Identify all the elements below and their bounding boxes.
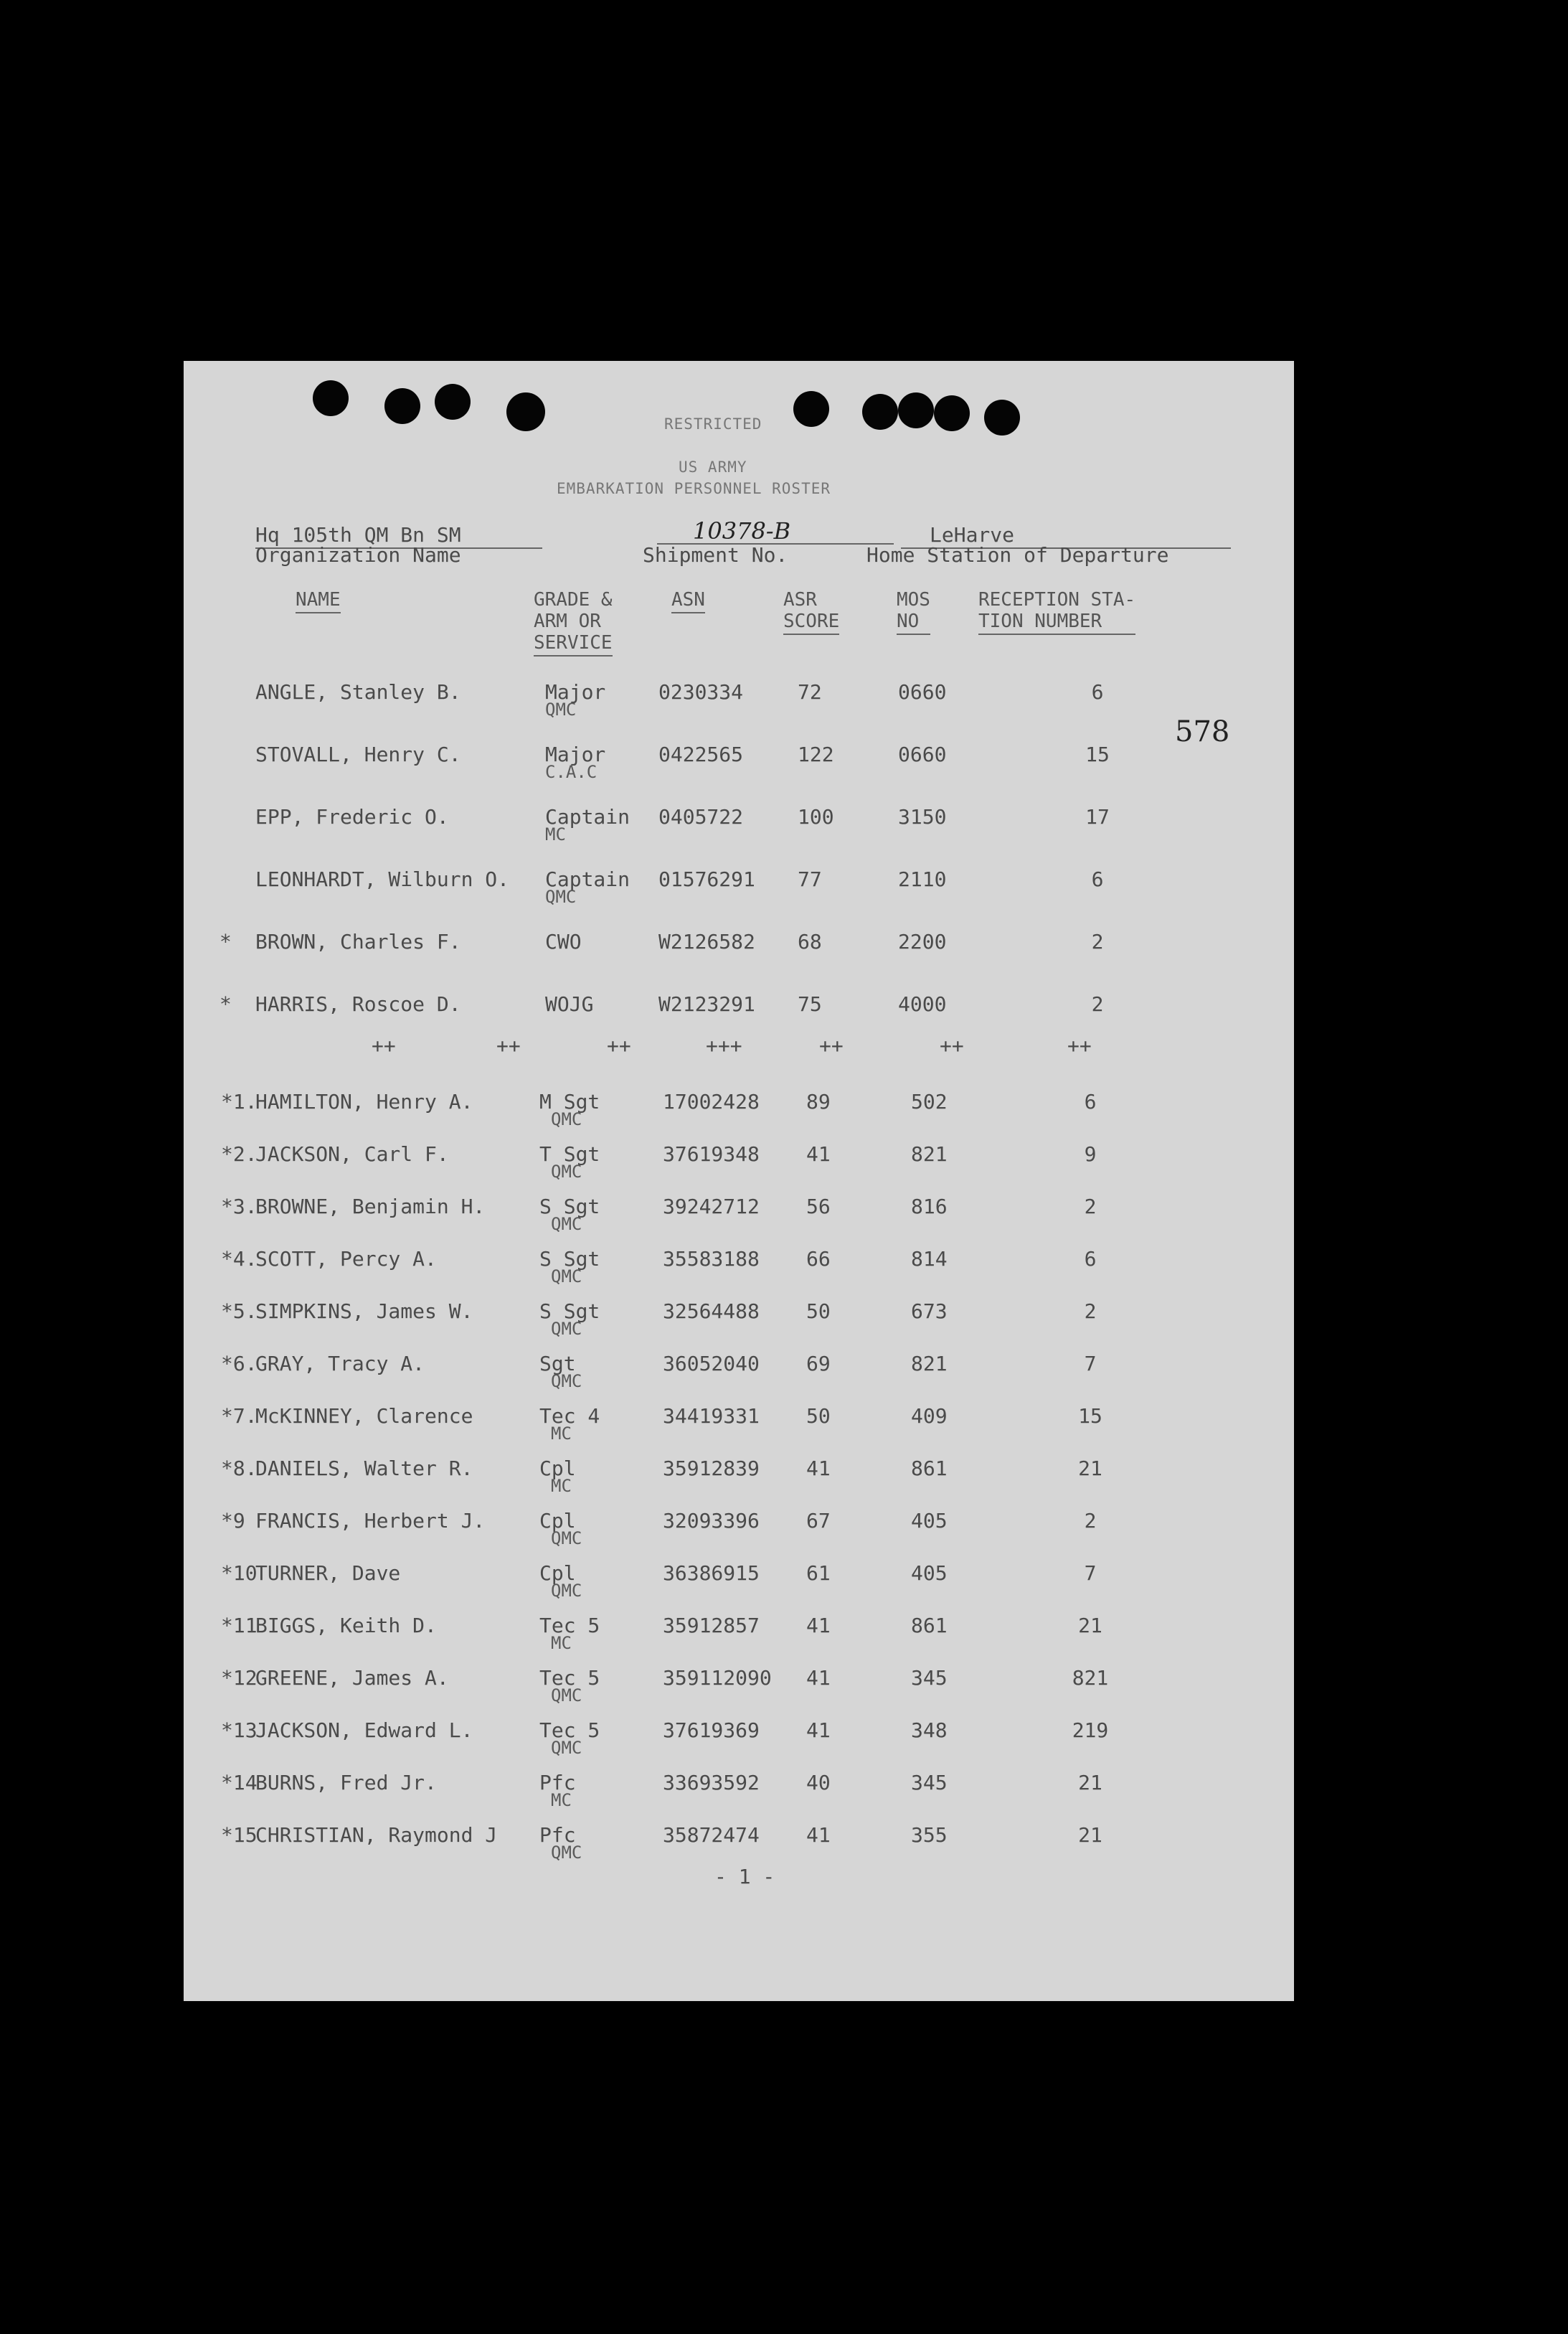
mos-cell: 816 bbox=[911, 1195, 948, 1218]
asr-cell: 89 bbox=[806, 1090, 831, 1114]
table-row bbox=[184, 1563, 1294, 1613]
grade-cell: M Sgt bbox=[539, 1090, 600, 1114]
punch-hole bbox=[313, 380, 349, 416]
shipment-value: 10378-B bbox=[657, 520, 894, 545]
punch-hole bbox=[793, 391, 829, 427]
roster-heading: EMBARKATION PERSONNEL ROSTER bbox=[557, 480, 831, 497]
asn-cell: 35912839 bbox=[663, 1457, 760, 1480]
name-cell: FRANCIS, Herbert J. bbox=[255, 1509, 486, 1533]
asr-cell: 41 bbox=[806, 1142, 831, 1166]
grade-cell: S Sgt bbox=[539, 1299, 600, 1323]
asr-cell: 69 bbox=[806, 1352, 831, 1375]
name-cell: GREENE, James A. bbox=[255, 1666, 449, 1690]
row-marker: *3. bbox=[221, 1195, 258, 1218]
separator-mark: ++ bbox=[496, 1034, 521, 1058]
name-cell: HAMILTON, Henry A. bbox=[255, 1090, 473, 1114]
service-cell: QMC bbox=[551, 1109, 582, 1129]
table-row bbox=[184, 1301, 1294, 1351]
separator-row bbox=[184, 1035, 1294, 1057]
grade-cell: Tec 4 bbox=[539, 1404, 600, 1428]
row-marker: *4. bbox=[221, 1247, 258, 1271]
name-cell: CHRISTIAN, Raymond J bbox=[255, 1823, 498, 1847]
mos-cell: 4000 bbox=[898, 992, 947, 1016]
mos-cell: 673 bbox=[911, 1299, 948, 1323]
grade-cell: Major bbox=[545, 743, 606, 766]
name-cell: McKINNEY, Clarence bbox=[255, 1404, 473, 1428]
service-cell: QMC bbox=[545, 887, 577, 907]
asr-cell: 56 bbox=[806, 1195, 831, 1218]
service-cell: MC bbox=[545, 824, 566, 844]
row-marker: *14 bbox=[221, 1771, 258, 1794]
table-row bbox=[184, 1144, 1294, 1194]
roster-page bbox=[184, 361, 1294, 2001]
column-header-reception: RECEPTION STA- TION NUMBER bbox=[978, 589, 1135, 635]
reception-cell: 2 bbox=[1091, 930, 1104, 954]
punch-hole bbox=[862, 394, 898, 430]
reception-cell: 7 bbox=[1084, 1352, 1097, 1375]
grade-cell: WOJG bbox=[545, 992, 594, 1016]
row-marker: *9 bbox=[221, 1509, 245, 1533]
asn-cell: 17002428 bbox=[663, 1090, 760, 1114]
grade-cell: Major bbox=[545, 680, 606, 704]
mos-cell: 861 bbox=[911, 1614, 948, 1637]
asn-cell: 36386915 bbox=[663, 1561, 760, 1585]
row-marker: *7. bbox=[221, 1404, 258, 1428]
mos-cell: 348 bbox=[911, 1718, 948, 1742]
mos-cell: 814 bbox=[911, 1247, 948, 1271]
station-label: Home Station of Departure bbox=[866, 543, 1169, 567]
grade-cell: Captain bbox=[545, 867, 630, 891]
asn-cell: 33693592 bbox=[663, 1771, 760, 1794]
table-row bbox=[184, 931, 1294, 982]
grade-cell: Tec 5 bbox=[539, 1614, 600, 1637]
mos-cell: 405 bbox=[911, 1561, 948, 1585]
reception-cell: 821 bbox=[1072, 1666, 1109, 1690]
reception-cell: 21 bbox=[1078, 1614, 1102, 1637]
asn-cell: 0405722 bbox=[658, 805, 744, 829]
table-row bbox=[184, 1720, 1294, 1770]
grade-cell: Cpl bbox=[539, 1561, 576, 1585]
table-row bbox=[184, 1510, 1294, 1561]
reception-cell: 6 bbox=[1084, 1247, 1097, 1271]
column-header-asr: ASR SCORE bbox=[783, 589, 839, 635]
service-cell: MC bbox=[551, 1476, 572, 1496]
name-cell: HARRIS, Roscoe D. bbox=[255, 992, 461, 1016]
service-cell: QMC bbox=[551, 1266, 582, 1286]
row-marker: *13 bbox=[221, 1718, 258, 1742]
reception-cell: 21 bbox=[1078, 1771, 1102, 1794]
name-cell: DANIELS, Walter R. bbox=[255, 1457, 473, 1480]
row-marker: *15 bbox=[221, 1823, 258, 1847]
column-header-name: NAME bbox=[296, 589, 341, 613]
asr-cell: 67 bbox=[806, 1509, 831, 1533]
name-cell: BURNS, Fred Jr. bbox=[255, 1771, 437, 1794]
asn-cell: 35583188 bbox=[663, 1247, 760, 1271]
mos-cell: 2200 bbox=[898, 930, 947, 954]
asr-cell: 75 bbox=[798, 992, 822, 1016]
service-cell: QMC bbox=[551, 1528, 582, 1548]
row-marker: * bbox=[219, 930, 232, 954]
grade-cell: Pfc bbox=[539, 1771, 576, 1794]
table-row bbox=[184, 869, 1294, 919]
reception-cell: 21 bbox=[1078, 1823, 1102, 1847]
asn-cell: 35872474 bbox=[663, 1823, 760, 1847]
reception-cell: 15 bbox=[1085, 743, 1110, 766]
asr-cell: 68 bbox=[798, 930, 822, 954]
organization-value: Hq 105th QM Bn SM bbox=[255, 524, 542, 549]
mos-cell: 405 bbox=[911, 1509, 948, 1533]
asr-cell: 50 bbox=[806, 1299, 831, 1323]
reception-cell: 21 bbox=[1078, 1457, 1102, 1480]
organization-label: Organization Name bbox=[255, 543, 461, 567]
punch-hole bbox=[384, 388, 420, 424]
separator-mark: ++ bbox=[1067, 1034, 1092, 1058]
grade-cell: Tec 5 bbox=[539, 1666, 600, 1690]
service-cell: C.A.C bbox=[545, 762, 598, 782]
mos-cell: 345 bbox=[911, 1666, 948, 1690]
mos-cell: 861 bbox=[911, 1457, 948, 1480]
asn-cell: 32564488 bbox=[663, 1299, 760, 1323]
asn-cell: W2123291 bbox=[658, 992, 755, 1016]
restricted-heading: RESTRICTED bbox=[664, 415, 762, 433]
separator-mark: ++ bbox=[819, 1034, 844, 1058]
table-row bbox=[184, 1353, 1294, 1403]
mos-cell: 0660 bbox=[898, 680, 947, 704]
grade-cell: Cpl bbox=[539, 1509, 576, 1533]
name-cell: BROWN, Charles F. bbox=[255, 930, 461, 954]
row-marker: *12 bbox=[221, 1666, 258, 1690]
name-cell: ANGLE, Stanley B. bbox=[255, 680, 461, 704]
service-cell: QMC bbox=[551, 1162, 582, 1182]
asn-cell: 36052040 bbox=[663, 1352, 760, 1375]
column-header-mos: MOS NO bbox=[897, 589, 930, 635]
asr-cell: 100 bbox=[798, 805, 834, 829]
reception-cell: 2 bbox=[1091, 992, 1104, 1016]
table-row bbox=[184, 1772, 1294, 1822]
row-marker: *6. bbox=[221, 1352, 258, 1375]
asr-cell: 41 bbox=[806, 1614, 831, 1637]
grade-cell: Pfc bbox=[539, 1823, 576, 1847]
separator-mark: ++ bbox=[372, 1034, 396, 1058]
reception-cell: 2 bbox=[1084, 1299, 1097, 1323]
reception-cell: 7 bbox=[1084, 1561, 1097, 1585]
asn-cell: 34419331 bbox=[663, 1404, 760, 1428]
station-value: LeHarve bbox=[901, 524, 1231, 549]
name-cell: EPP, Frederic O. bbox=[255, 805, 449, 829]
asr-cell: 41 bbox=[806, 1718, 831, 1742]
asn-cell: 37619348 bbox=[663, 1142, 760, 1166]
army-heading: US ARMY bbox=[679, 458, 747, 476]
reception-cell: 17 bbox=[1085, 805, 1110, 829]
punch-hole bbox=[435, 384, 471, 420]
mos-cell: 345 bbox=[911, 1771, 948, 1794]
asr-cell: 61 bbox=[806, 1561, 831, 1585]
service-cell: QMC bbox=[551, 1581, 582, 1601]
grade-cell: Captain bbox=[545, 805, 630, 829]
asr-cell: 66 bbox=[806, 1247, 831, 1271]
asn-cell: 0230334 bbox=[658, 680, 744, 704]
mos-cell: 502 bbox=[911, 1090, 948, 1114]
row-marker: *1. bbox=[221, 1090, 258, 1114]
name-cell: SCOTT, Percy A. bbox=[255, 1247, 437, 1271]
asn-cell: 01576291 bbox=[658, 867, 755, 891]
column-header-asn: ASN bbox=[671, 589, 705, 613]
name-cell: LEONHARDT, Wilburn O. bbox=[255, 867, 510, 891]
asn-cell: 359112090 bbox=[663, 1666, 772, 1690]
service-cell: QMC bbox=[551, 1319, 582, 1339]
grade-cell: Tec 5 bbox=[539, 1718, 600, 1742]
reception-cell: 219 bbox=[1072, 1718, 1109, 1742]
table-row bbox=[184, 806, 1294, 857]
table-row bbox=[184, 1091, 1294, 1142]
separator-mark: ++ bbox=[607, 1034, 631, 1058]
asr-cell: 77 bbox=[798, 867, 822, 891]
mos-cell: 821 bbox=[911, 1142, 948, 1166]
mos-cell: 2110 bbox=[898, 867, 947, 891]
table-row bbox=[184, 1667, 1294, 1718]
asr-cell: 41 bbox=[806, 1823, 831, 1847]
page-stamp: 578 bbox=[1175, 715, 1230, 748]
asn-cell: 0422565 bbox=[658, 743, 744, 766]
table-row bbox=[184, 1406, 1294, 1456]
mos-cell: 409 bbox=[911, 1404, 948, 1428]
punch-hole bbox=[898, 392, 934, 428]
name-cell: JACKSON, Edward L. bbox=[255, 1718, 473, 1742]
service-cell: MC bbox=[551, 1424, 572, 1444]
name-cell: STOVALL, Henry C. bbox=[255, 743, 461, 766]
page-number: - 1 - bbox=[714, 1865, 775, 1888]
service-cell: QMC bbox=[551, 1214, 582, 1234]
service-cell: QMC bbox=[545, 700, 577, 720]
reception-cell: 2 bbox=[1084, 1509, 1097, 1533]
table-row bbox=[184, 1615, 1294, 1665]
grade-cell: Sgt bbox=[539, 1352, 576, 1375]
punch-hole bbox=[506, 392, 545, 431]
table-row bbox=[184, 1196, 1294, 1246]
name-cell: BROWNE, Benjamin H. bbox=[255, 1195, 486, 1218]
asn-cell: W2126582 bbox=[658, 930, 755, 954]
asr-cell: 41 bbox=[806, 1457, 831, 1480]
asr-cell: 72 bbox=[798, 680, 822, 704]
reception-cell: 6 bbox=[1084, 1090, 1097, 1114]
table-row bbox=[184, 682, 1294, 732]
row-marker: * bbox=[219, 992, 232, 1016]
service-cell: QMC bbox=[551, 1738, 582, 1758]
asn-cell: 35912857 bbox=[663, 1614, 760, 1637]
service-cell: MC bbox=[551, 1790, 572, 1810]
grade-cell: T Sgt bbox=[539, 1142, 600, 1166]
service-cell: QMC bbox=[551, 1371, 582, 1391]
asr-cell: 40 bbox=[806, 1771, 831, 1794]
asr-cell: 41 bbox=[806, 1666, 831, 1690]
service-cell: QMC bbox=[551, 1843, 582, 1863]
column-header-grade: GRADE & ARM OR SERVICE bbox=[534, 589, 613, 657]
reception-cell: 15 bbox=[1078, 1404, 1102, 1428]
grade-cell: Cpl bbox=[539, 1457, 576, 1480]
punch-hole bbox=[934, 395, 970, 431]
mos-cell: 0660 bbox=[898, 743, 947, 766]
reception-cell: 9 bbox=[1084, 1142, 1097, 1166]
reception-cell: 6 bbox=[1091, 867, 1104, 891]
grade-cell: S Sgt bbox=[539, 1195, 600, 1218]
row-marker: *11 bbox=[221, 1614, 258, 1637]
name-cell: JACKSON, Carl F. bbox=[255, 1142, 449, 1166]
row-marker: *8. bbox=[221, 1457, 258, 1480]
name-cell: GRAY, Tracy A. bbox=[255, 1352, 425, 1375]
table-row bbox=[184, 744, 1294, 794]
reception-cell: 2 bbox=[1084, 1195, 1097, 1218]
mos-cell: 821 bbox=[911, 1352, 948, 1375]
mos-cell: 355 bbox=[911, 1823, 948, 1847]
grade-cell: CWO bbox=[545, 930, 582, 954]
punch-hole bbox=[984, 400, 1020, 436]
grade-cell: S Sgt bbox=[539, 1247, 600, 1271]
row-marker: *10 bbox=[221, 1561, 258, 1585]
asn-cell: 32093396 bbox=[663, 1509, 760, 1533]
shipment-label: Shipment No. bbox=[643, 543, 788, 567]
separator-mark: +++ bbox=[706, 1034, 742, 1058]
asr-cell: 50 bbox=[806, 1404, 831, 1428]
row-marker: *5. bbox=[221, 1299, 258, 1323]
name-cell: SIMPKINS, James W. bbox=[255, 1299, 473, 1323]
service-cell: MC bbox=[551, 1633, 572, 1653]
row-marker: *2. bbox=[221, 1142, 258, 1166]
asn-cell: 37619369 bbox=[663, 1718, 760, 1742]
mos-cell: 3150 bbox=[898, 805, 947, 829]
service-cell: QMC bbox=[551, 1685, 582, 1705]
asn-cell: 39242712 bbox=[663, 1195, 760, 1218]
table-row bbox=[184, 1458, 1294, 1508]
asr-cell: 122 bbox=[798, 743, 834, 766]
name-cell: BIGGS, Keith D. bbox=[255, 1614, 437, 1637]
reception-cell: 6 bbox=[1091, 680, 1104, 704]
name-cell: TURNER, Dave bbox=[255, 1561, 401, 1585]
table-row bbox=[184, 1248, 1294, 1299]
separator-mark: ++ bbox=[940, 1034, 964, 1058]
